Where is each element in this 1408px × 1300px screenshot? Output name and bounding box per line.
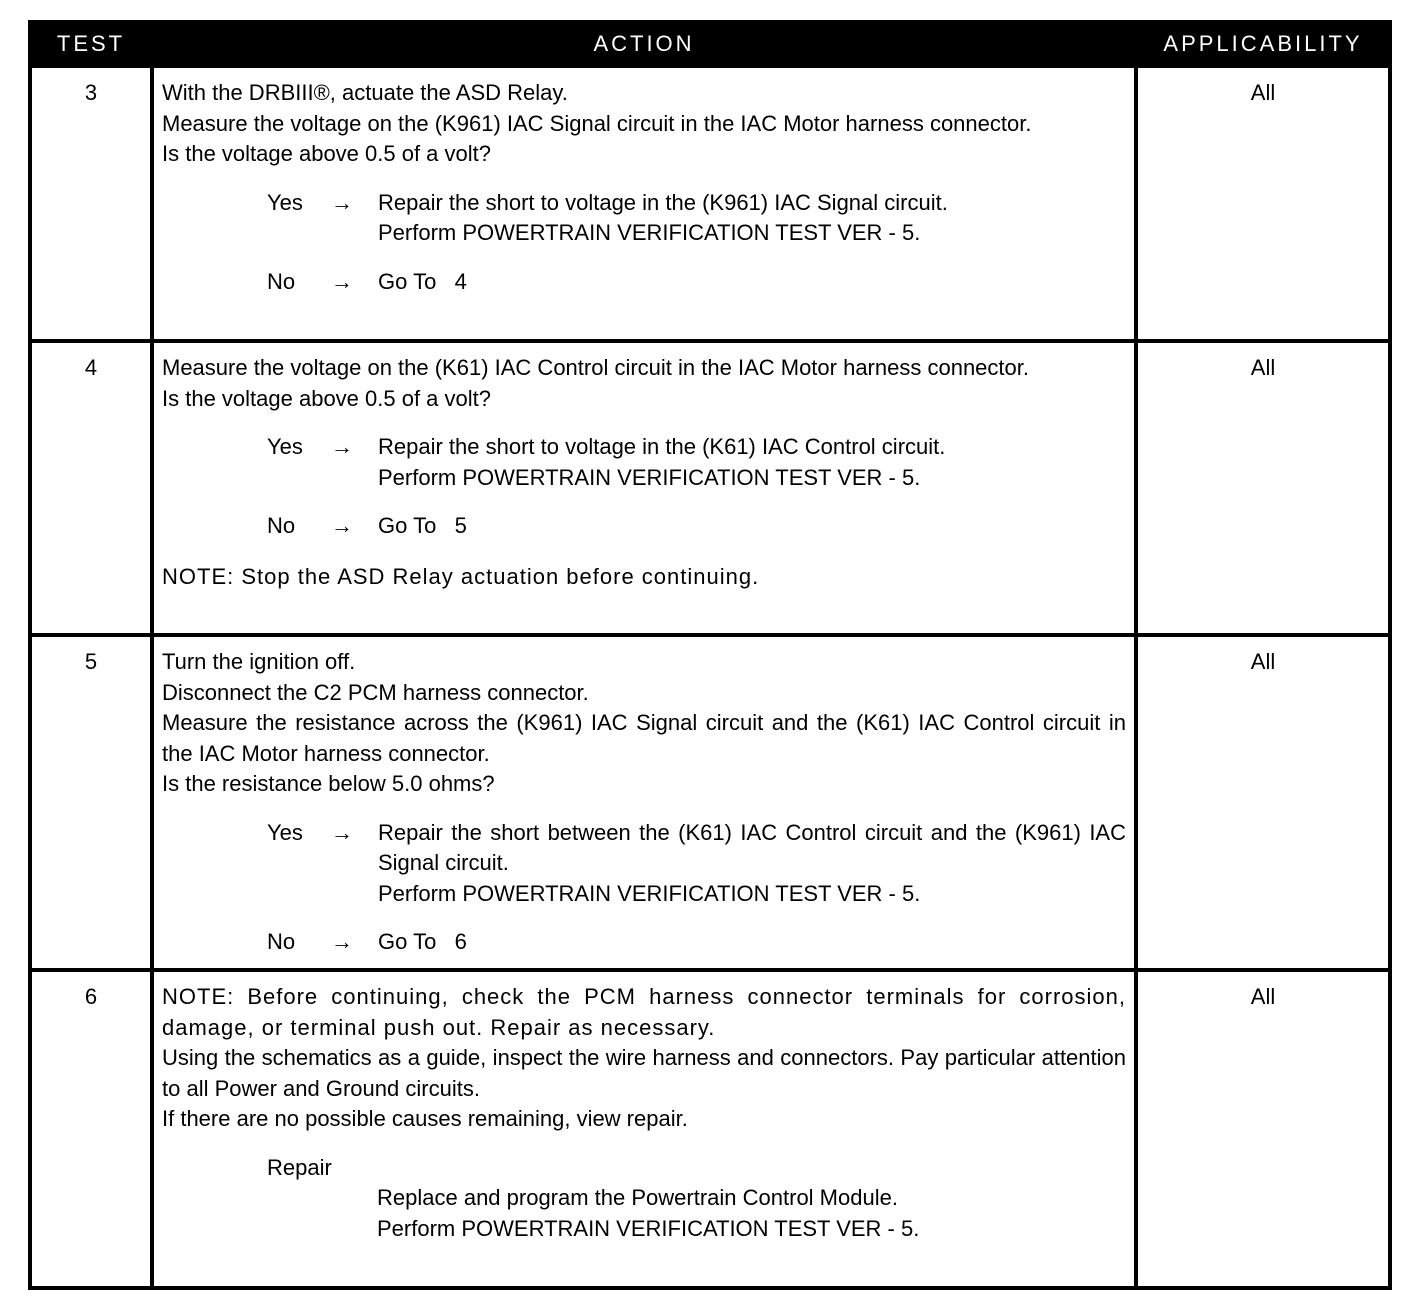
yes-text: Perform POWERTRAIN VERIFICATION TEST VER - 5. bbox=[378, 464, 921, 490]
action-line: Is the resistance below 5.0 ohms? bbox=[162, 771, 495, 796]
yes-label: Yes bbox=[267, 189, 303, 215]
arrow-icon: → bbox=[331, 189, 353, 215]
test-number: 5 bbox=[84, 649, 98, 674]
yes-text: Repair the short between the (K61) IAC Control circuit and the (K961) IAC Signal circuit. bbox=[378, 819, 1126, 875]
repair-text-block bbox=[162, 1183, 1126, 1244]
action-cell bbox=[150, 637, 1138, 968]
action-line: Measure the resistance across the (K961) IAC Signal circuit and the (K61) IAC Control circuit in the IAC Motor harness connector. bbox=[162, 710, 1126, 766]
action-line: If there are no possible causes remaining, view repair. bbox=[162, 1106, 688, 1131]
no-text: Go To 4 bbox=[378, 268, 467, 294]
no-response bbox=[162, 267, 1126, 298]
yes-response bbox=[162, 188, 1126, 249]
applicability-value: All bbox=[1250, 649, 1276, 674]
arrow-icon: → bbox=[331, 819, 353, 845]
no-label: No bbox=[267, 268, 296, 294]
yes-response bbox=[162, 432, 1126, 493]
action-line: Measure the voltage on the (K61) IAC Control circuit in the IAC Motor harness connector. bbox=[162, 355, 1029, 380]
repair-label: Repair bbox=[267, 1154, 332, 1180]
applicability-value: All bbox=[1250, 80, 1276, 105]
yes-text: Repair the short to voltage in the (K961) IAC Signal circuit. bbox=[378, 189, 948, 215]
yes-label: Yes bbox=[267, 434, 303, 459]
repair-text: Perform POWERTRAIN VERIFICATION TEST VER - 5. bbox=[377, 1215, 920, 1241]
action-line: Measure the voltage on the (K961) IAC Signal circuit in the IAC Motor harness connector. bbox=[162, 110, 1032, 136]
table-header bbox=[32, 24, 1388, 64]
table-row bbox=[32, 64, 1388, 339]
test-number: 6 bbox=[84, 984, 98, 1009]
action-line: Using the schematics as a guide, inspect the wire harness and connectors. Pay particular attention to all Power and Ground circuits. bbox=[162, 1045, 1126, 1101]
table-row bbox=[32, 633, 1388, 968]
arrow-icon: → bbox=[331, 513, 353, 538]
no-text: Go To 5 bbox=[378, 513, 467, 538]
header-applicability: APPLICABILITY bbox=[1163, 31, 1363, 56]
yes-text: Perform POWERTRAIN VERIFICATION TEST VER - 5. bbox=[378, 880, 921, 906]
yes-text: Repair the short to voltage in the (K61) IAC Control circuit. bbox=[378, 434, 946, 459]
action-line: With the DRBIII®, actuate the ASD Relay. bbox=[162, 80, 568, 105]
no-label: No bbox=[267, 513, 296, 538]
arrow-icon: → bbox=[331, 434, 353, 459]
action-cell bbox=[150, 972, 1138, 1286]
no-response bbox=[162, 927, 1126, 958]
no-text: Go To 6 bbox=[378, 929, 467, 954]
diagnostic-table bbox=[28, 20, 1392, 1290]
action-line: Disconnect the C2 PCM harness connector. bbox=[162, 679, 589, 705]
yes-response bbox=[162, 818, 1126, 910]
no-label: No bbox=[267, 929, 296, 954]
applicability-value: All bbox=[1250, 984, 1276, 1009]
yes-label: Yes bbox=[267, 819, 303, 845]
header-test: TEST bbox=[56, 31, 126, 56]
note-text: NOTE: Stop the ASD Relay actuation before continuing. bbox=[162, 563, 760, 589]
table-row bbox=[32, 968, 1388, 1286]
repair-text: Replace and program the Powertrain Control Module. bbox=[377, 1185, 898, 1210]
action-line: Turn the ignition off. bbox=[162, 649, 356, 674]
applicability-value: All bbox=[1250, 355, 1276, 380]
test-number: 4 bbox=[84, 355, 98, 380]
action-cell bbox=[150, 343, 1138, 633]
arrow-icon: → bbox=[331, 268, 353, 294]
header-action: ACTION bbox=[593, 31, 695, 56]
arrow-icon: → bbox=[331, 929, 353, 954]
test-number: 3 bbox=[84, 80, 98, 105]
no-response bbox=[162, 511, 1126, 542]
action-cell bbox=[150, 68, 1138, 339]
note-text: NOTE: Before continuing, check the PCM harness connector terminals for corrosion, damage, or terminal push out. Repair as necessary. bbox=[162, 984, 1126, 1040]
yes-text: Perform POWERTRAIN VERIFICATION TEST VER - 5. bbox=[378, 220, 921, 245]
action-line: Is the voltage above 0.5 of a volt? bbox=[162, 385, 492, 411]
table-row bbox=[32, 339, 1388, 633]
action-line: Is the voltage above 0.5 of a volt? bbox=[162, 141, 492, 166]
